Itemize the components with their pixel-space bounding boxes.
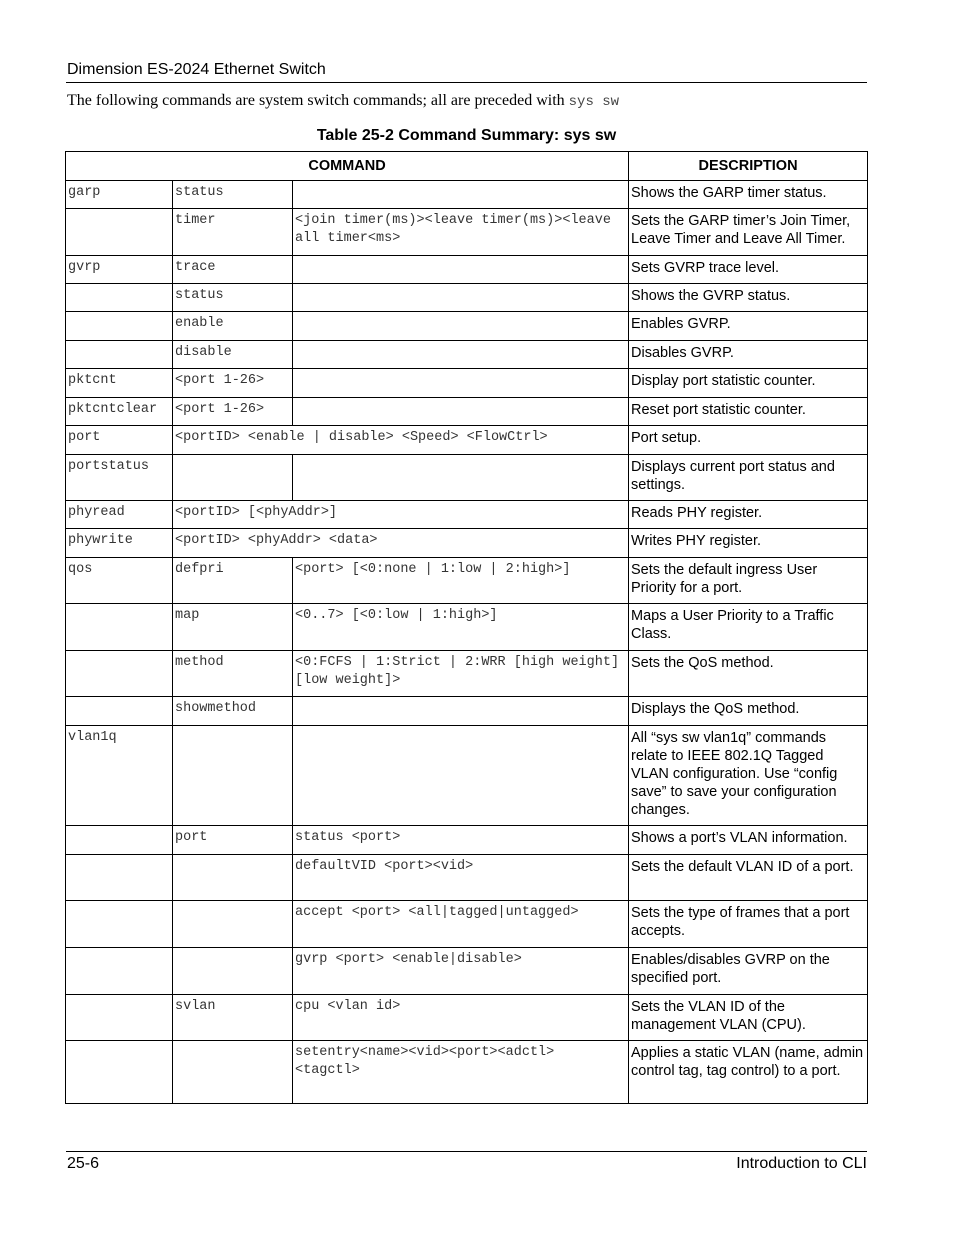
arguments-cell: gvrp <port> <enable|disable> xyxy=(293,948,629,995)
arguments-cell xyxy=(293,181,629,209)
description-cell: Enables/disables GVRP on the specified port. xyxy=(629,948,868,995)
table-row xyxy=(66,529,868,558)
command-cell: pktcnt xyxy=(66,369,173,398)
command-cell: garp xyxy=(66,181,173,209)
subcommand-cell: status xyxy=(173,284,293,312)
subcommand-cell: method xyxy=(173,651,293,697)
arguments-cell: accept <port> <all|tagged|untagged> xyxy=(293,901,629,948)
subcommand-cell: svlan xyxy=(173,995,293,1041)
arguments-cell: status <port> xyxy=(293,826,629,855)
table-row xyxy=(66,181,868,209)
arguments-cell: setentry<name><vid><port><adctl> <tagctl> xyxy=(293,1041,629,1104)
subcommand-cell: port xyxy=(173,826,293,855)
command-cell xyxy=(66,901,173,948)
arguments-cell: <0..7> [<0:low | 1:high>] xyxy=(293,604,629,651)
subcommand-cell: <port 1-26> xyxy=(173,398,293,426)
command-cell: port xyxy=(66,426,173,455)
table-row xyxy=(66,826,868,855)
footer-section-title: Introduction to CLI xyxy=(736,1155,867,1172)
command-cell: phywrite xyxy=(66,529,173,558)
command-cell xyxy=(66,826,173,855)
arguments-cell: cpu <vlan id> xyxy=(293,995,629,1041)
description-cell: Sets the default VLAN ID of a port. xyxy=(629,855,868,901)
command-cell xyxy=(66,855,173,901)
subcommand-args-cell: <portID> <enable | disable> <Speed> <FlowCtrl> xyxy=(173,426,629,455)
description-cell: Sets the default ingress User Priority for a port. xyxy=(629,558,868,604)
description-cell: Displays the QoS method. xyxy=(629,697,868,726)
command-column-header: COMMAND xyxy=(66,152,629,181)
subcommand-cell xyxy=(173,855,293,901)
subcommand-cell: <port 1-26> xyxy=(173,369,293,398)
table-row xyxy=(66,1041,868,1104)
arguments-cell xyxy=(293,256,629,284)
subcommand-cell: defpri xyxy=(173,558,293,604)
table-row xyxy=(66,697,868,726)
description-cell: Shows the GVRP status. xyxy=(629,284,868,312)
arguments-cell xyxy=(293,369,629,398)
table-row xyxy=(66,256,868,284)
command-cell xyxy=(66,312,173,341)
description-column-header: DESCRIPTION xyxy=(629,152,868,181)
page-header-title: Dimension ES-2024 Ethernet Switch xyxy=(67,61,326,78)
command-summary-table xyxy=(65,151,868,1104)
subcommand-cell xyxy=(173,901,293,948)
description-cell: Displays current port status and settings. xyxy=(629,455,868,501)
table-row xyxy=(66,855,868,901)
description-cell: Sets the QoS method. xyxy=(629,651,868,697)
table-row xyxy=(66,558,868,604)
arguments-cell xyxy=(293,398,629,426)
subcommand-cell: trace xyxy=(173,256,293,284)
table-row xyxy=(66,284,868,312)
command-cell: portstatus xyxy=(66,455,173,501)
page-number: 25-6 xyxy=(67,1155,100,1172)
table-row xyxy=(66,604,868,651)
subcommand-cell: disable xyxy=(173,341,293,369)
description-cell: Shows a port’s VLAN information. xyxy=(629,826,868,855)
command-cell: qos xyxy=(66,558,173,604)
command-cell xyxy=(66,284,173,312)
description-cell: Enables GVRP. xyxy=(629,312,868,341)
command-cell xyxy=(66,948,173,995)
description-cell: Display port statistic counter. xyxy=(629,369,868,398)
table-header-row xyxy=(66,152,868,181)
command-cell: pktcntclear xyxy=(66,398,173,426)
command-cell xyxy=(66,604,173,651)
table-row xyxy=(66,501,868,529)
command-cell: vlan1q xyxy=(66,726,173,826)
intro-paragraph xyxy=(67,92,867,110)
table-row xyxy=(66,426,868,455)
description-cell: Sets the GARP timer’s Join Timer, Leave Timer and Leave All Timer. xyxy=(629,209,868,256)
table-row xyxy=(66,369,868,398)
subcommand-cell xyxy=(173,726,293,826)
command-cell: gvrp xyxy=(66,256,173,284)
command-cell xyxy=(66,1041,173,1104)
description-cell: All “sys sw vlan1q” commands relate to IEEE 802.1Q Tagged VLAN configuration. Use “config save” to save your configuration changes. xyxy=(629,726,868,826)
description-cell: Disables GVRP. xyxy=(629,341,868,369)
arguments-cell xyxy=(293,312,629,341)
table-row xyxy=(66,948,868,995)
command-cell xyxy=(66,209,173,256)
table-row xyxy=(66,455,868,501)
header-rule xyxy=(66,82,867,83)
subcommand-cell xyxy=(173,1041,293,1104)
description-cell: Shows the GARP timer status. xyxy=(629,181,868,209)
arguments-cell: <port> [<0:none | 1:low | 2:high>] xyxy=(293,558,629,604)
subcommand-cell: status xyxy=(173,181,293,209)
table-row xyxy=(66,398,868,426)
table-row xyxy=(66,995,868,1041)
subcommand-cell: timer xyxy=(173,209,293,256)
table-row xyxy=(66,312,868,341)
description-cell: Sets the VLAN ID of the management VLAN (CPU). xyxy=(629,995,868,1041)
subcommand-args-cell: <portID> [<phyAddr>] xyxy=(173,501,629,529)
description-cell: Sets the type of frames that a port accepts. xyxy=(629,901,868,948)
arguments-cell: defaultVID <port><vid> xyxy=(293,855,629,901)
command-cell: phyread xyxy=(66,501,173,529)
arguments-cell: <join timer(ms)><leave timer(ms)><leave all timer<ms> xyxy=(293,209,629,256)
table-row xyxy=(66,209,868,256)
description-cell: Reads PHY register. xyxy=(629,501,868,529)
table-body xyxy=(66,181,868,1104)
subcommand-cell xyxy=(173,455,293,501)
command-cell xyxy=(66,995,173,1041)
description-cell: Reset port statistic counter. xyxy=(629,398,868,426)
table-row xyxy=(66,341,868,369)
subcommand-cell xyxy=(173,948,293,995)
command-cell xyxy=(66,341,173,369)
arguments-cell xyxy=(293,284,629,312)
description-cell: Writes PHY register. xyxy=(629,529,868,558)
table-title: Table 25-2 Command Summary: sys sw xyxy=(316,127,617,144)
description-cell: Applies a static VLAN (name, admin control tag, tag control) to a port. xyxy=(629,1041,868,1104)
subcommand-cell: showmethod xyxy=(173,697,293,726)
description-cell: Maps a User Priority to a Traffic Class. xyxy=(629,604,868,651)
table-row xyxy=(66,651,868,697)
arguments-cell xyxy=(293,455,629,501)
intro-code: sys sw xyxy=(568,94,620,110)
arguments-cell xyxy=(293,697,629,726)
intro-text: The following commands are system switch commands; all are preceded with xyxy=(67,92,565,109)
subcommand-args-cell: <portID> <phyAddr> <data> xyxy=(173,529,629,558)
arguments-cell xyxy=(293,726,629,826)
table-row xyxy=(66,901,868,948)
arguments-cell xyxy=(293,341,629,369)
command-cell xyxy=(66,697,173,726)
arguments-cell: <0:FCFS | 1:Strict | 2:WRR [high weight] [low weight]> xyxy=(293,651,629,697)
description-cell: Sets GVRP trace level. xyxy=(629,256,868,284)
description-cell: Port setup. xyxy=(629,426,868,455)
command-cell xyxy=(66,651,173,697)
table-row xyxy=(66,726,868,826)
footer-rule xyxy=(66,1151,867,1152)
subcommand-cell: enable xyxy=(173,312,293,341)
subcommand-cell: map xyxy=(173,604,293,651)
